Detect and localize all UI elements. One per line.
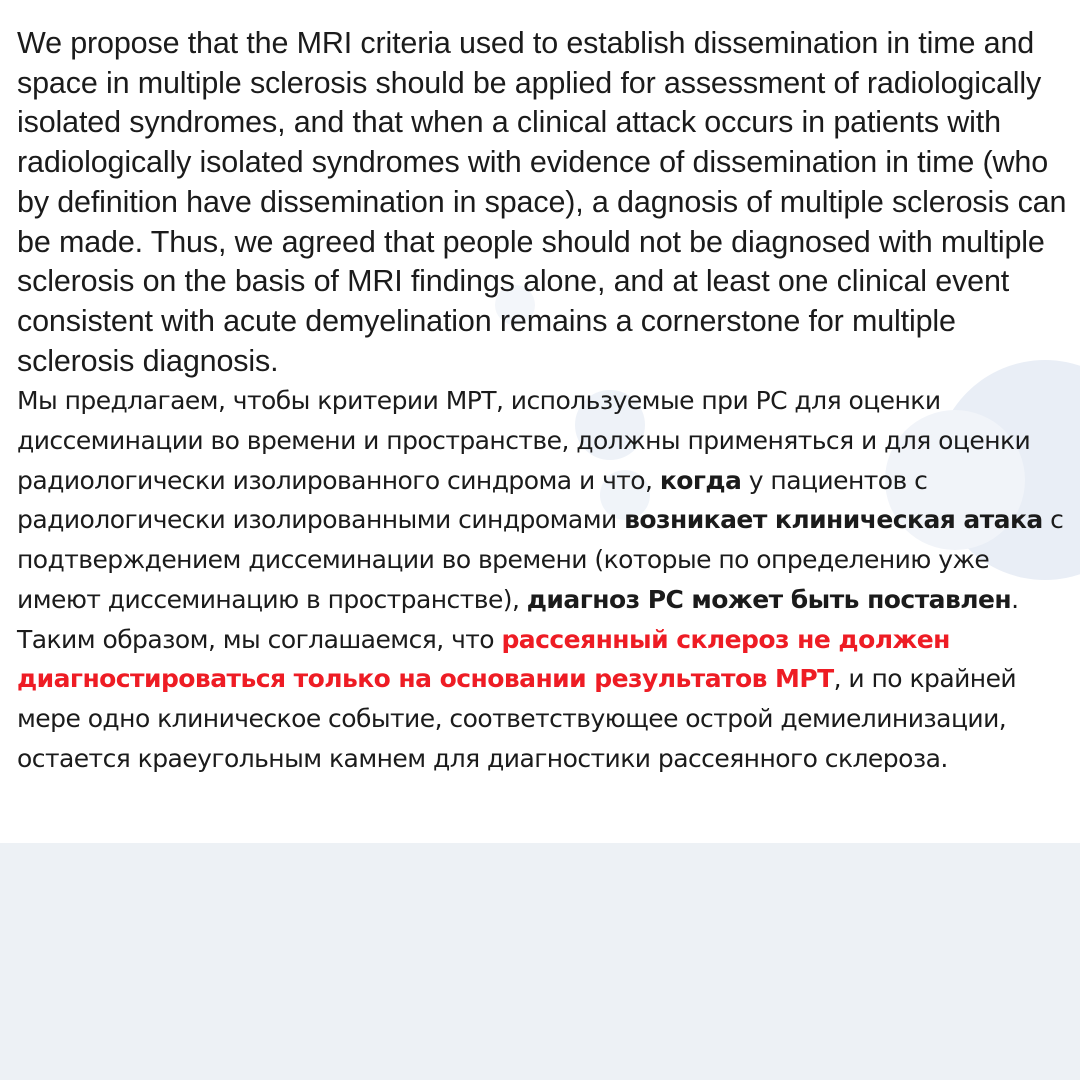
russian-text: , и по крайней мере одно клиническое событие, соответствующее острой демиелинизации, остается краеугольным камнем для диагностики рассеянного склероза. [17, 664, 1017, 773]
russian-text: с подтверждением диссеминации во времени (которые по определению уже имеют диссеминацию в пространстве), [17, 505, 1064, 614]
russian-highlight-text: рассеянный склероз не должен диагностироваться только на основании результатов МРТ [17, 624, 950, 694]
english-paragraph: We propose that the MRI criteria used to establish dissemination in time and space in multiple sclerosis should be applied for assessment of radiologically isolated syndromes, and that when a clinical attack occurs in patients with radiologically isolated syndromes with evidence of dissemination in time (who by definition have dissemination in space), a dagnosis of multiple sclerosis can be made. Thus, we agreed that people should not be diagnosed with multiple sclerosis on the basis of MRI findings alone, and at least one clinical event consistent with acute demyelination remains a cornerstone for multiple sclerosis diagnosis. [17, 26, 1067, 378]
text-content [17, 24, 1072, 778]
russian-text: Мы предлагаем, чтобы критерии МРТ, используемые при РС для оценки диссеминации во времени и пространстве, должны применяться и для оценки радиологически изолированного синдрома и что, [17, 386, 1031, 495]
russian-bold-text: возникает клиническая атака [624, 505, 1043, 535]
russian-text: . Таким образом, мы соглашаемся, что [17, 584, 1019, 654]
russian-text: у пациентов с радиологически изолированными синдромами [17, 465, 928, 535]
russian-bold-text: диагноз РС может быть поставлен [526, 584, 1012, 614]
russian-paragraph [17, 381, 1072, 778]
russian-bold-text: когда [659, 465, 742, 495]
empty-background-area [0, 843, 1080, 1080]
